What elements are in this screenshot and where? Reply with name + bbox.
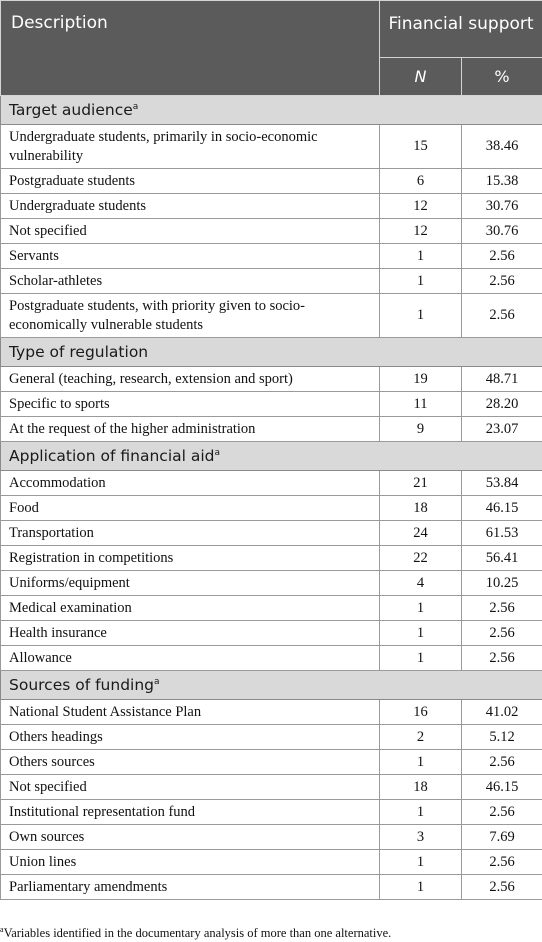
row-percent: 7.69 — [462, 825, 542, 850]
section-header-row — [1, 338, 542, 367]
row-description: Medical examination — [1, 596, 380, 621]
table-row — [1, 546, 542, 571]
row-description: Postgraduate students — [1, 169, 380, 194]
row-percent: 2.56 — [462, 875, 542, 900]
row-n: 1 — [380, 596, 462, 621]
row-percent: 23.07 — [462, 417, 542, 442]
section-title-cell — [1, 338, 542, 367]
row-percent: 30.76 — [462, 219, 542, 244]
row-description: Food — [1, 496, 380, 521]
row-percent: 46.15 — [462, 496, 542, 521]
row-percent: 10.25 — [462, 571, 542, 596]
row-percent: 2.56 — [462, 850, 542, 875]
row-percent: 2.56 — [462, 800, 542, 825]
row-description: Institutional representation fund — [1, 800, 380, 825]
row-description: Others sources — [1, 750, 380, 775]
row-description: Own sources — [1, 825, 380, 850]
row-n: 9 — [380, 417, 462, 442]
section-header-row — [1, 442, 542, 471]
row-n: 1 — [380, 294, 462, 338]
table-body — [1, 96, 542, 900]
row-description: Accommodation — [1, 471, 380, 496]
row-n: 15 — [380, 125, 462, 169]
row-percent: 5.12 — [462, 725, 542, 750]
header-percent: % — [462, 57, 542, 95]
row-percent: 28.20 — [462, 392, 542, 417]
table-row — [1, 700, 542, 725]
row-description: Uniforms/equipment — [1, 571, 380, 596]
table-header — [1, 1, 542, 96]
section-header-row — [1, 671, 542, 700]
row-percent: 2.56 — [462, 244, 542, 269]
footnote — [0, 925, 391, 941]
footnote-marker: a — [132, 101, 139, 112]
row-n: 21 — [380, 471, 462, 496]
table-row — [1, 294, 542, 338]
row-n: 16 — [380, 700, 462, 725]
row-n: 24 — [380, 521, 462, 546]
footnote-marker: a — [0, 925, 4, 934]
section-title: Target audience — [9, 101, 133, 119]
row-n: 1 — [380, 750, 462, 775]
row-n: 1 — [380, 269, 462, 294]
table-row — [1, 417, 542, 442]
table-row — [1, 850, 542, 875]
row-n: 1 — [380, 646, 462, 671]
row-n: 1 — [380, 621, 462, 646]
header-description: Description — [1, 1, 380, 96]
row-n: 12 — [380, 194, 462, 219]
section-title: Sources of funding — [9, 676, 155, 694]
table-row — [1, 125, 542, 169]
row-description: National Student Assistance Plan — [1, 700, 380, 725]
row-percent: 2.56 — [462, 596, 542, 621]
row-description: Servants — [1, 244, 380, 269]
table-row — [1, 269, 542, 294]
row-description: Undergraduate students — [1, 194, 380, 219]
row-n: 3 — [380, 825, 462, 850]
row-percent: 2.56 — [462, 646, 542, 671]
row-n: 22 — [380, 546, 462, 571]
row-description: At the request of the higher administration — [1, 417, 380, 442]
row-n: 18 — [380, 496, 462, 521]
row-percent: 41.02 — [462, 700, 542, 725]
row-description: Scholar-athletes — [1, 269, 380, 294]
row-description: Union lines — [1, 850, 380, 875]
table-row — [1, 800, 542, 825]
row-description: Health insurance — [1, 621, 380, 646]
table-row — [1, 194, 542, 219]
row-description: Not specified — [1, 775, 380, 800]
row-percent: 38.46 — [462, 125, 542, 169]
table-row — [1, 392, 542, 417]
table-row — [1, 775, 542, 800]
row-n: 1 — [380, 850, 462, 875]
row-n: 1 — [380, 875, 462, 900]
row-percent: 2.56 — [462, 621, 542, 646]
header-financial-support: Financial support — [380, 1, 542, 58]
table-row — [1, 571, 542, 596]
footnote-text: Variables identified in the documentary analysis of more than one alternative. — [3, 926, 392, 941]
table-row — [1, 521, 542, 546]
row-description: Postgraduate students, with priority given to socio-economically vulnerable students — [1, 294, 380, 338]
row-percent: 15.38 — [462, 169, 542, 194]
row-percent: 61.53 — [462, 521, 542, 546]
row-description: Allowance — [1, 646, 380, 671]
section-title: Application of financial aid — [9, 447, 215, 465]
row-description: Transportation — [1, 521, 380, 546]
table-row — [1, 825, 542, 850]
table-row — [1, 244, 542, 269]
row-n: 6 — [380, 169, 462, 194]
row-percent: 56.41 — [462, 546, 542, 571]
table-row — [1, 496, 542, 521]
footnote-marker: a — [154, 676, 160, 687]
row-n: 4 — [380, 571, 462, 596]
row-description: Specific to sports — [1, 392, 380, 417]
row-percent: 46.15 — [462, 775, 542, 800]
table-row — [1, 367, 542, 392]
table-row — [1, 169, 542, 194]
row-percent: 2.56 — [462, 750, 542, 775]
row-percent: 2.56 — [462, 294, 542, 338]
row-description: Not specified — [1, 219, 380, 244]
section-title-cell — [1, 442, 542, 471]
row-description: Parliamentary amendments — [1, 875, 380, 900]
row-n: 19 — [380, 367, 462, 392]
header-n: N — [380, 57, 462, 95]
section-title-cell — [1, 96, 542, 125]
row-n: 1 — [380, 800, 462, 825]
section-title-cell — [1, 671, 542, 700]
table-row — [1, 621, 542, 646]
table-row — [1, 471, 542, 496]
row-percent: 2.56 — [462, 269, 542, 294]
row-n: 2 — [380, 725, 462, 750]
row-n: 11 — [380, 392, 462, 417]
row-percent: 30.76 — [462, 194, 542, 219]
footnote-marker: a — [214, 447, 221, 458]
table-row — [1, 596, 542, 621]
table-row — [1, 646, 542, 671]
table-row — [1, 725, 542, 750]
row-description: Others headings — [1, 725, 380, 750]
row-n: 18 — [380, 775, 462, 800]
table-row — [1, 750, 542, 775]
row-description: Registration in competitions — [1, 546, 380, 571]
table-row — [1, 219, 542, 244]
row-percent: 53.84 — [462, 471, 542, 496]
table-row — [1, 875, 542, 900]
row-percent: 48.71 — [462, 367, 542, 392]
row-description: Undergraduate students, primarily in socio-economic vulnerability — [1, 125, 380, 169]
row-description: General (teaching, research, extension and sport) — [1, 367, 380, 392]
section-title: Type of regulation — [9, 343, 149, 361]
section-header-row — [1, 96, 542, 125]
row-n: 12 — [380, 219, 462, 244]
row-n: 1 — [380, 244, 462, 269]
